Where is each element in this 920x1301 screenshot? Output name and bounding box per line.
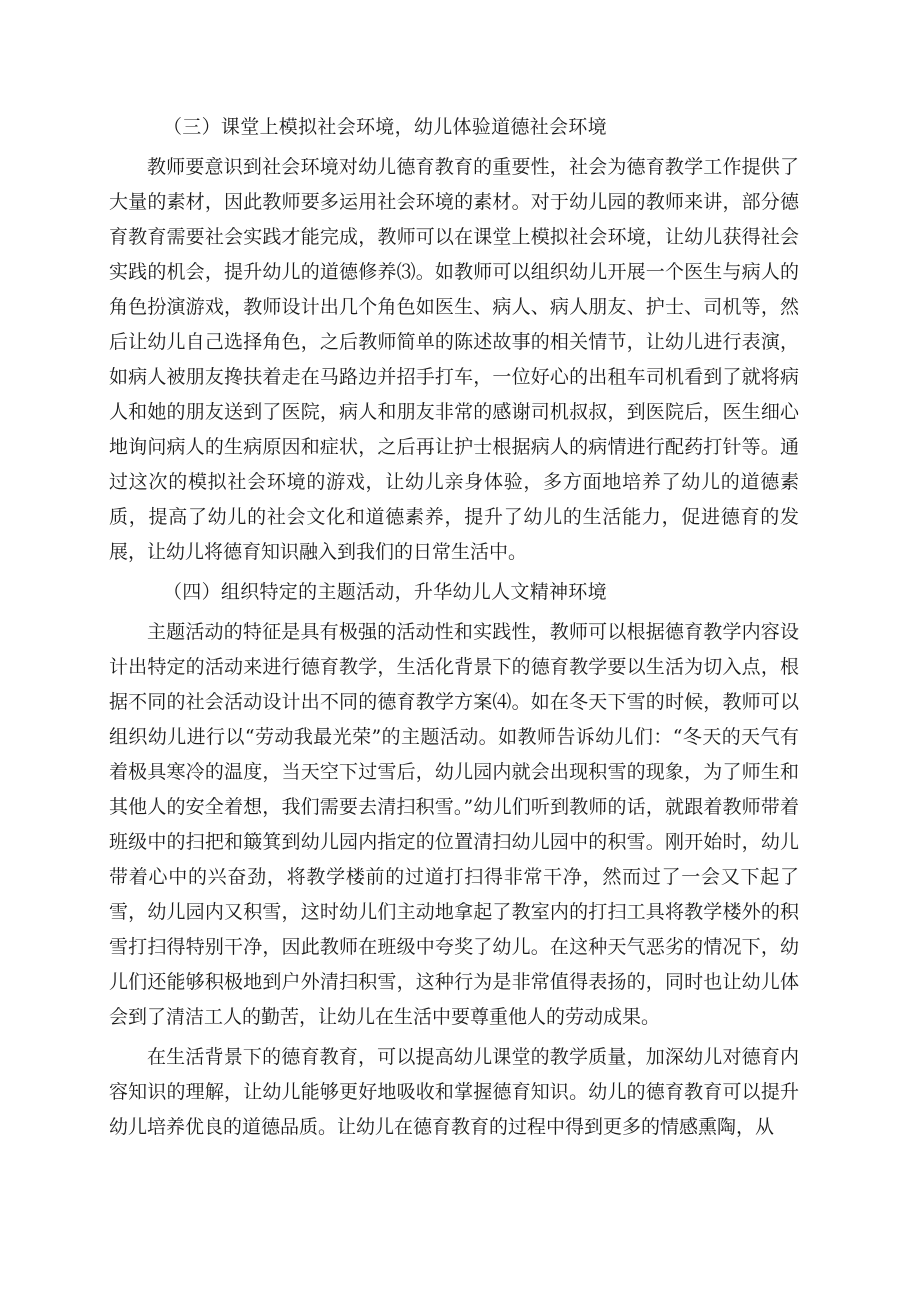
document-body xyxy=(109,110,799,1150)
section-heading: （三）课堂上模拟社会环境，幼儿体验道德社会环境 xyxy=(163,116,607,138)
section-3 xyxy=(109,110,799,570)
paragraph: 教师要意识到社会环境对幼儿德育教育的重要性，社会为德育教学工作提供了大量的素材，因此教师要多运用社会环境的素材。对于幼儿园的教师来讲，部分德育教育需要社会实践才能完成，教师可以在课堂上模拟社会环境，让幼儿获得社会实践的机会，提升幼儿的道德修养⑶。如教师可以组织幼儿开展一个医生与病人的角色扮演游戏，教师设计出几个角色如医生、病人、病人朋友、护士、司机等，然后让幼儿自己选择角色，之后教师简单的陈述故事的相关情节，让幼儿进行表演，如病人被朋友搀扶着走在马路边并招手打车，一位好心的出租车司机看到了就将病人和她的朋友送到了医院，病人和朋友非常的感谢司机叔叔，到医院后，医生细心地询问病人的生病原因和症状，之后再让护士根据病人的病情进行配药打针等。通过这次的模拟社会环境的游戏，让幼儿亲身体验，多方面地培养了幼儿的道德素质，提高了幼儿的社会文化和道德素养，提升了幼儿的生活能力，促进德育的发展，让幼儿将德育知识融入到我们的日常生活中。 xyxy=(109,156,799,563)
paragraph: 在生活背景下的德育教育，可以提高幼儿课堂的教学质量，加深幼儿对德育内容知识的理解，让幼儿能够更好地吸收和掌握德育知识。幼儿的德育教育可以提升幼儿培养优良的道德品质。让幼儿在德育教育的过程中得到更多的情感熏陶，从 xyxy=(109,1046,799,1138)
paragraph: 主题活动的特征是具有极强的活动性和实践性，教师可以根据德育教学内容设计出特定的活动来进行德育教学，生活化背景下的德育教学要以生活为切入点，根据不同的社会活动设计出不同的德育教学方案⑷。如在冬天下雪的时候，教师可以组织幼儿进行以“劳动我最光荣”的主题活动。如教师告诉幼儿们：“冬天的天气有着极具寒冷的温度，当天空下过雪后，幼儿园内就会出现积雪的现象，为了师生和其他人的安全着想，我们需要去清扫积雪。”幼儿们听到教师的话，就跟着教师带着班级中的扫把和簸箕到幼儿园内指定的位置清扫幼儿园中的积雪。刚开始时，幼儿带着心中的兴奋劲，将教学楼前的过道打扫得非常干净，然而过了一会又下起了雪，幼儿园内又积雪，这时幼儿们主动地拿起了教室内的打扫工具将教学楼外的积雪打扫得特别干净，因此教师在班级中夸奖了幼儿。在这种天气恶劣的情况下，幼儿们还能够积极地到户外清扫积雪，这种行为是非常值得表扬的，同时也让幼儿体会到了清洁工人的勤苦，让幼儿在生活中要尊重他人的劳动成果。 xyxy=(109,621,799,1028)
section-4 xyxy=(109,575,799,1145)
section-heading: （四）组织特定的主题活动，升华幼儿人文精神环境 xyxy=(163,581,607,603)
